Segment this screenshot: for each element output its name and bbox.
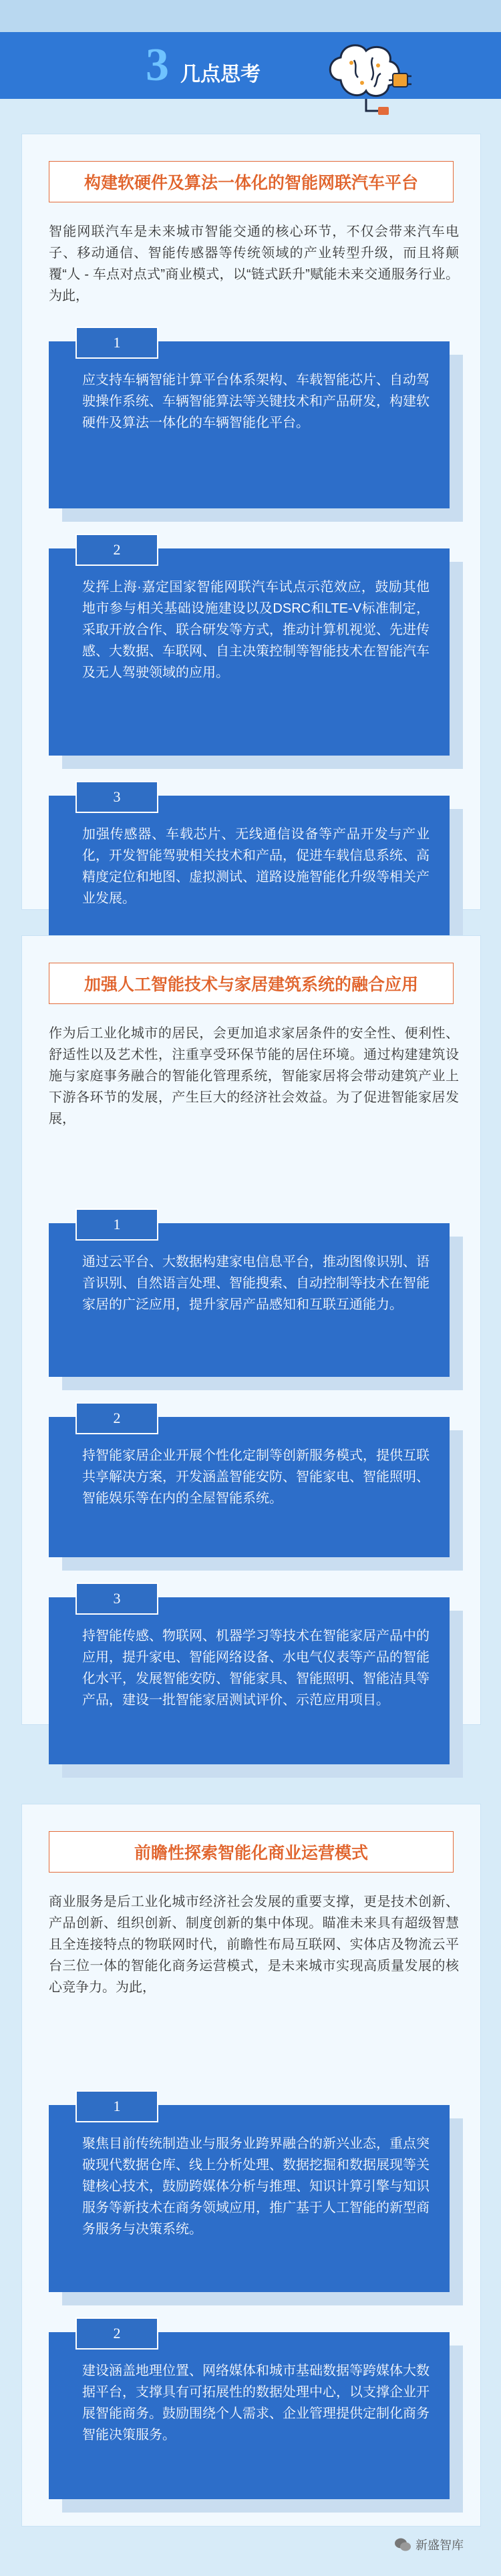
card-text: 发挥上海·嘉定国家智能网联汽车试点示范效应，鼓励其他地市参与相关基础设施建设以及DSRC和LTE-V标准制定，采取开放合作、联合研发等方式，推动计算机视觉、先进传感、大数据、车联网、自主决策控制等智能技术在智能汽车及无人驾驶领域的应用。	[82, 580, 430, 680]
card-number: 1	[75, 2090, 158, 2122]
header-number: 3	[146, 39, 169, 91]
section-title-box	[49, 161, 454, 202]
card	[49, 1590, 463, 1778]
card-number: 2	[75, 534, 158, 566]
card-text: 应支持车辆智能计算平台体系架构、车载智能芯片、自动驾驶操作系统、车辆智能算法等关键技术和产品研发，构建软硬件及算法一体化的车辆智能化平台。	[82, 373, 430, 430]
card-text: 建设涵盖地理位置、网络媒体和城市基础数据等跨媒体大数据平台，支撑具有可拓展性的数据处理中心，以支撑企业开展智能商务。鼓励围绕个人需求、企业管理提供定制化商务智能决策服务。	[82, 2364, 430, 2442]
section-connected-vehicles	[21, 134, 481, 910]
section-title-box	[49, 1831, 454, 1873]
card-number: 1	[75, 1209, 158, 1241]
card-body	[49, 788, 450, 936]
header-title: 几点思考	[180, 63, 261, 86]
card-body	[49, 1216, 450, 1377]
section-title: 构建软硬件及算法一体化的智能网联汽车平台	[84, 174, 418, 192]
section-header	[0, 32, 501, 99]
card	[49, 334, 463, 522]
card-text: 持智能家居企业开展个性化定制等创新服务模式，提供互联共享解决方案，开发涵盖智能安防、智能家电、智能照明、智能娱乐等在内的全屋智能系统。	[82, 1448, 430, 1506]
card	[49, 541, 463, 769]
card	[49, 788, 463, 949]
card-text: 通过云平台、大数据构建家电信息平台，推动图像识别、语音识别、自然语言处理、智能搜索、自动控制等技术在智能家居的广泛应用，提升家居产品感知和互联互通能力。	[82, 1255, 430, 1312]
section-title: 前瞻性探索智能化商业运营模式	[134, 1844, 368, 1863]
watermark	[394, 2536, 464, 2553]
card	[49, 2098, 463, 2305]
card-number: 2	[75, 2317, 158, 2350]
section-intro: 商业服务是后工业化城市经济社会发展的重要支撑，更是技术创新、产品创新、组织创新、制度创新的集中体现。瞄准未来具有超级智慧且全连接特点的物联网时代，前瞻性布局互联网、实体店及物流云平台三位一体的智能化商务运营模式，是未来城市实现高质量发展的核心竞争力。为此，	[49, 1895, 459, 1995]
card-number: 3	[75, 1583, 158, 1615]
card-body	[49, 541, 450, 756]
section-title: 加强人工智能技术与家居建筑系统的融合应用	[84, 975, 418, 994]
card-text: 聚焦目前传统制造业与服务业跨界融合的新兴业态，重点突破现代数据仓库、线上分析处理、数据挖掘和数据展现等关键核心技术，鼓励跨媒体分析与推理、知识计算引擎与知识服务等新技术在商务领域应用，推广基于人工智能的新型商务服务与决策系统。	[82, 2136, 430, 2237]
card-body	[49, 1590, 450, 1764]
card-number: 2	[75, 1402, 158, 1434]
card	[49, 1216, 463, 1390]
card-text: 持智能传感、物联网、机器学习等技术在智能家居产品中的应用，提升家电、智能网络设备、水电气仪表等产品的智能化水平，发展智能安防、智能家具、智能照明、智能洁具等产品，建设一批智能家居测试评价、示范应用项目。	[82, 1629, 430, 1708]
card	[49, 1410, 463, 1571]
card-text: 加强传感器、车载芯片、无线通信设备等产品开发与产业化，开发智能驾驶相关技术和产品，促进车载信息系统、高精度定位和地图、虚拟测试、道路设施智能化升级等相关产业发展。	[82, 827, 430, 906]
top-band	[0, 0, 501, 32]
card-body	[49, 2325, 450, 2499]
section-title-box	[49, 963, 454, 1004]
card-body	[49, 1410, 450, 1557]
watermark-text: 新盛智库	[415, 2539, 464, 2552]
card-number: 3	[75, 781, 158, 813]
card	[49, 2325, 463, 2513]
card-body	[49, 2098, 450, 2292]
section-smart-commerce	[21, 1804, 481, 2527]
card-body	[49, 334, 450, 508]
brain-chip-icon	[314, 33, 414, 120]
section-intro: 作为后工业化城市的居民，会更加追求家居条件的安全性、便利性、舒适性以及艺术性，注重享受环保节能的居住环境。通过构建建筑设施与家庭事务融合的智能化管理系统，智能家居将会带动建筑产业上下游各环节的发展，产生巨大的经济社会效益。为了促进智能家居发展，	[49, 1026, 459, 1126]
wechat-icon	[394, 2537, 411, 2552]
section-smart-home	[21, 935, 481, 1725]
card-number: 1	[75, 327, 158, 359]
section-intro: 智能网联汽车是未来城市智能交通的核心环节，不仅会带来汽车电子、移动通信、智能传感器等传统领域的产业转型升级，而且将颠覆“人 - 车点对点式”商业模式，以“链式跃升”赋能未来交通服务行业。为此，	[49, 224, 459, 303]
